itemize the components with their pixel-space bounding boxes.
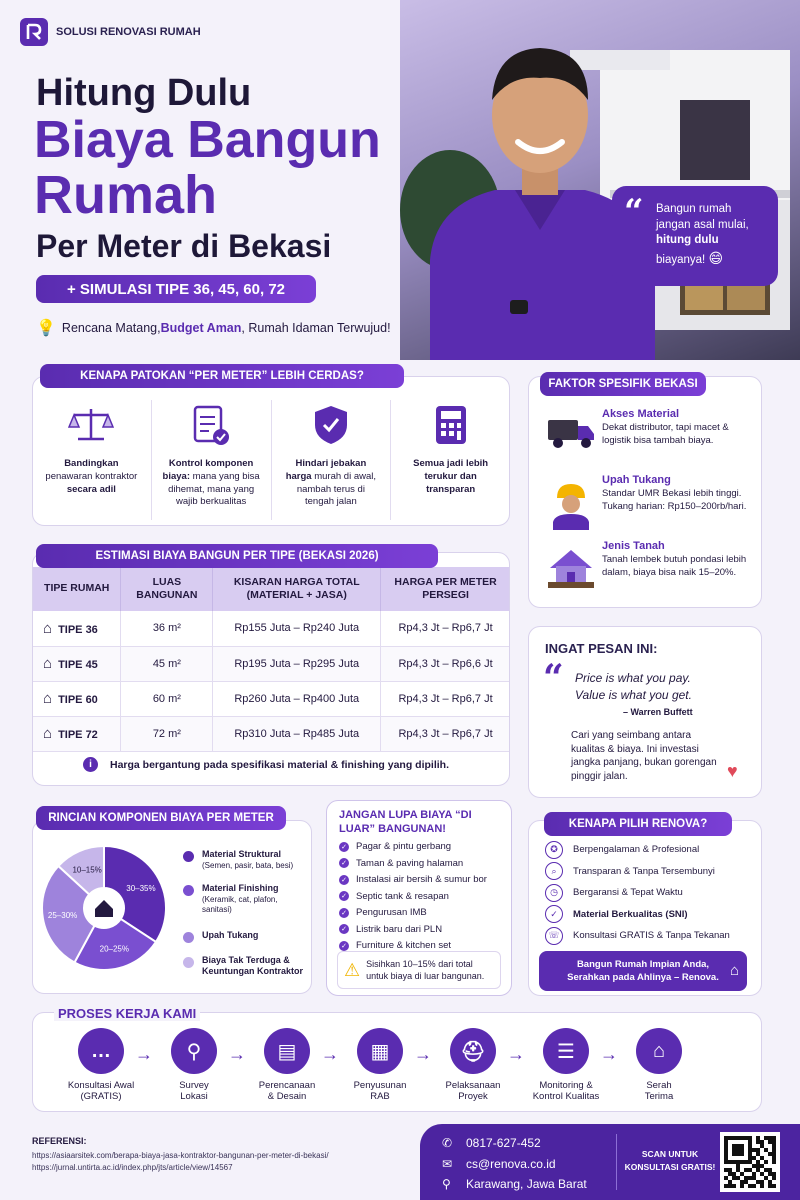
table-cell: Rp195 Juta – Rp295 Juta: [213, 646, 381, 681]
luar-item: ✓ Taman & paving halaman: [339, 858, 509, 869]
checklist-icon: [162, 402, 261, 448]
contact-panel: [420, 1124, 800, 1200]
why-item: Hindari jebakan harga murah di awal, nambah terus di tengah jalan: [272, 400, 392, 520]
faktor-item-desc: Dekat distributor, tapi macet & logistik bisa tambah biaya.: [602, 422, 729, 446]
table-cell: Rp4,3 Jt – Rp6,6 Jt: [381, 646, 510, 681]
truck-icon: [540, 408, 602, 474]
table-cell: Rp260 Juta – Rp400 Juta: [213, 681, 381, 716]
faktor-item: [540, 408, 755, 474]
pesan-title: INGAT PESAN INI:: [545, 641, 658, 656]
house-icon: ⌂: [43, 725, 53, 742]
referensi-links: [32, 1150, 329, 1175]
house-icon: ⌂: [43, 619, 53, 637]
faktor-item: [540, 540, 755, 606]
table-row: ⌂ TIPE 36 36 m² Rp155 Juta – Rp240 Juta Rp4,3 Jt – Rp6,7 Jt: [33, 611, 510, 646]
why-title: KENAPA PATOKAN “PER METER” LEBIH CERDAS?: [40, 364, 404, 388]
calculator-icon: [401, 402, 500, 448]
house-check-icon: ⌂: [636, 1028, 682, 1074]
check-icon: ✓: [339, 924, 349, 934]
table-row: ⌂ TIPE 60 60 m² Rp260 Juta – Rp400 Juta Rp4,3 Jt – Rp6,7 Jt: [33, 681, 510, 716]
medal-icon: ✪: [545, 841, 563, 859]
check-icon: ✓: [339, 875, 349, 885]
referensi-link[interactable]: https://jurnal.untirta.ac.id/index.php/jts/article/view/14567: [32, 1163, 233, 1173]
renova-item: ⌕ Transparan & Tanpa Tersembunyi: [545, 861, 755, 883]
blueprint-icon: ▤: [264, 1028, 310, 1074]
r-logo-icon: [20, 18, 48, 46]
arrow-right-icon: →: [507, 1044, 525, 1064]
rincian-title: RINCIAN KOMPONEN BIAYA PER METER: [36, 806, 286, 830]
proses-step: ▦ Penyusunan RAB: [335, 1028, 425, 1102]
hero-tagline: 💡 Rencana Matang, Budget Aman , Rumah Idaman Terwujud!: [36, 320, 391, 337]
referensi-link[interactable]: https://asiaarsitek.com/berapa-biaya-jasa-kontraktor-bangunan-per-meter-di-bekasi/: [32, 1151, 329, 1160]
faktor-item-title: Upah Tukang: [602, 474, 671, 486]
hero-line-2: Biaya Bangun: [34, 111, 381, 169]
quote-line-2: Value is what you get.: [575, 688, 692, 702]
lightbulb-icon: 💡: [36, 320, 56, 337]
pie-legend: [183, 849, 309, 990]
renova-item: ☏ Konsultasi GRATIS & Tanpa Tekanan: [545, 925, 755, 947]
divider: [616, 1134, 617, 1190]
chat-bubble-icon: …: [78, 1028, 124, 1074]
house-icon: ⌂: [729, 962, 739, 979]
table-header-row: [33, 567, 510, 611]
location-pin-icon: ⚲: [171, 1028, 217, 1074]
smile-emoji-icon: 😄: [708, 249, 724, 266]
address-row: ⚲ Karawang, Jawa Barat: [442, 1177, 587, 1191]
estimasi-note: i Harga bergantung pada spesifikasi material & finishing yang dipilih.: [83, 757, 449, 772]
table-cell: 60 m²: [121, 681, 213, 716]
renova-list: [545, 839, 755, 947]
legend-swatch: [183, 885, 194, 896]
quote-mark-icon: “: [543, 657, 564, 699]
estimasi-card: [32, 552, 510, 786]
rincian-pie-chart: [39, 843, 169, 973]
check-icon: ✓: [339, 858, 349, 868]
arrow-right-icon: →: [414, 1044, 432, 1064]
proses-step: ⚲ Survey Lokasi: [149, 1028, 239, 1102]
why-items: [32, 400, 510, 520]
warning-icon: ⚠: [344, 959, 361, 980]
check-circle-icon: ✓: [545, 905, 563, 923]
hero-line-1: Hitung Dulu: [36, 72, 252, 114]
faktor-item-desc: Standar UMR Bekasi lebih tinggi. Tukang harian: Rp150–200rb/hari.: [602, 488, 747, 512]
legend-swatch: [183, 957, 194, 968]
table-cell: 45 m²: [121, 646, 213, 681]
brand-name: SOLUSI RENOVASI RUMAH: [56, 26, 201, 38]
hero-line-3: Rumah: [34, 165, 218, 225]
renova-item: ◷ Bergaransi & Tepat Waktu: [545, 882, 755, 904]
proses-step: ▤ Perencanaan & Desain: [242, 1028, 332, 1102]
quote-line-1: Price is what you pay.: [575, 671, 691, 685]
clipboard-icon: ☰: [543, 1028, 589, 1074]
table-cell: Rp4,3 Jt – Rp6,7 Jt: [381, 611, 510, 646]
table-header-cell: TIPE RUMAH: [33, 567, 121, 611]
check-icon: ✓: [339, 842, 349, 852]
shield-icon: [282, 402, 381, 448]
phone-icon: ✆: [442, 1136, 453, 1150]
table-cell: Rp155 Juta – Rp240 Juta: [213, 611, 381, 646]
hero-line-4: Per Meter di Bekasi: [36, 228, 332, 264]
quote-mark-icon: “: [624, 192, 644, 232]
scale-icon: [42, 402, 141, 448]
info-icon: i: [83, 757, 98, 772]
table-body: [33, 611, 510, 751]
luar-card: [326, 800, 512, 996]
referensi-title: REFERENSI:: [32, 1136, 87, 1146]
luar-item: ✓ Furniture & kitchen set: [339, 940, 509, 951]
pie-slice-label: 30–35%: [126, 884, 156, 894]
table-row: ⌂ TIPE 72 72 m² Rp310 Juta – Rp485 Juta Rp4,3 Jt – Rp6,7 Jt: [33, 716, 510, 751]
rincian-card: [32, 820, 312, 994]
scan-label: SCAN UNTUK KONSULTASI GRATIS!: [624, 1149, 716, 1172]
check-icon: ✓: [339, 908, 349, 918]
luar-warning: ⚠ Sisihkan 10–15% dari total untuk biaya di luar bangunan.: [337, 951, 501, 989]
search-check-icon: ⌕: [545, 862, 563, 880]
table-cell: Rp4,3 Jt – Rp6,7 Jt: [381, 716, 510, 751]
table-cell: 72 m²: [121, 716, 213, 751]
luar-title: JANGAN LUPA BIAYA “DI LUAR” BANGUNAN!: [339, 809, 472, 835]
simulasi-badge: + SIMULASI TIPE 36, 45, 60, 72: [36, 275, 316, 303]
legend-item: Upah Tukang: [183, 930, 309, 943]
pesan-card: [528, 626, 762, 798]
proses-title: PROSES KERJA KAMI: [54, 1006, 200, 1021]
faktor-item-title: Akses Material: [602, 408, 680, 420]
heart-icon: ♥: [727, 761, 738, 781]
check-icon: ✓: [339, 941, 349, 951]
pie-slice-label: 10–15%: [72, 865, 102, 875]
land-house-icon: [540, 540, 602, 606]
renova-card: [528, 820, 762, 996]
table-header-cell: KISARAN HARGA TOTAL (MATERIAL + JASA): [213, 567, 381, 611]
legend-item: Material Struktural (Semen, pasir, bata, besi): [183, 849, 309, 871]
faktor-list: [540, 408, 755, 606]
proses-step: ⌂ Serah Terima: [614, 1028, 704, 1102]
qr-code[interactable]: [720, 1132, 780, 1192]
mail-icon: ✉: [442, 1157, 453, 1171]
pie-slice-label: 25–30%: [47, 910, 78, 920]
estimasi-title: ESTIMASI BIAYA BANGUN PER TIPE (BEKASI 2026): [36, 544, 438, 568]
luar-item: ✓ Pagar & pintu gerbang: [339, 841, 509, 852]
legend-item: Biaya Tak Terduga & Keuntungan Kontraktor: [183, 955, 309, 978]
faktor-title: FAKTOR SPESIFIK BEKASI: [540, 372, 706, 396]
arrow-right-icon: →: [600, 1044, 618, 1064]
faktor-item-desc: Tanah lembek butuh pondasi lebih dalam, biaya bisa naik 15–20%.: [602, 554, 747, 578]
arrow-right-icon: →: [228, 1044, 246, 1064]
proses-step: ☰ Monitoring & Kontrol Kualitas: [521, 1028, 611, 1102]
proses-step: ⛑ Pelaksanaan Proyek: [428, 1028, 518, 1102]
luar-item: ✓ Instalasi air bersih & sumur bor: [339, 874, 509, 885]
faktor-item-title: Jenis Tanah: [602, 540, 665, 552]
chat-icon: ☏: [545, 927, 563, 945]
arrow-right-icon: →: [135, 1044, 153, 1064]
table-row: ⌂ TIPE 45 45 m² Rp195 Juta – Rp295 Juta Rp4,3 Jt – Rp6,6 Jt: [33, 646, 510, 681]
pie-slice-label: 20–25%: [99, 944, 129, 954]
renova-item: ✪ Berpengalaman & Profesional: [545, 839, 755, 861]
legend-swatch: [183, 932, 194, 943]
calculator-icon: ▦: [357, 1028, 403, 1074]
renova-cta-button[interactable]: Bangun Rumah Impian Anda, Serahkan pada Ahlinya – Renova. ⌂: [539, 951, 747, 991]
location-pin-icon: ⚲: [442, 1177, 451, 1191]
arrow-right-icon: →: [321, 1044, 339, 1064]
table-cell: Rp4,3 Jt – Rp6,7 Jt: [381, 681, 510, 716]
table-cell: Rp310 Juta – Rp485 Juta: [213, 716, 381, 751]
luar-item: ✓ Septic tank & resapan: [339, 891, 509, 902]
pesan-body: Cari yang seimbang antara kualitas & biaya. Ini investasi jangka panjang, bukan gorengan pinggir jalan.: [571, 730, 717, 782]
why-item: Bandingkan penawaran kontraktor secara adil: [32, 400, 152, 520]
hero-photo-area: [400, 0, 800, 360]
table-header-cell: HARGA PER METER PERSEGI: [381, 567, 510, 611]
luar-list: [339, 841, 509, 957]
estimasi-table: [33, 567, 510, 752]
table-cell: 36 m²: [121, 611, 213, 646]
qr-code-pattern: [724, 1136, 776, 1188]
check-icon: ✓: [339, 891, 349, 901]
worker-icon: [540, 474, 602, 540]
house-icon: ⌂: [43, 655, 53, 672]
email-row[interactable]: ✉ cs@renova.co.id: [442, 1157, 556, 1171]
luar-item: ✓ Listrik baru dari PLN: [339, 924, 509, 935]
phone-row[interactable]: ✆ 0817-627-452: [442, 1136, 541, 1150]
house-icon: ⌂: [43, 690, 53, 707]
why-item: Kontrol komponen biaya: mana yang bisa dihemat, mana yang wajib berkualitas: [152, 400, 272, 520]
hero-quote-bubble: “ Bangun rumah jangan asal mulai, hitung dulu biayanya! 😄: [612, 186, 778, 286]
hardhat-icon: ⛑: [450, 1028, 496, 1074]
proses-step: … Konsultasi Awal (GRATIS): [56, 1028, 146, 1102]
luar-item: ✓ Pengurusan IMB: [339, 907, 509, 918]
quote-author: – Warren Buffett: [623, 707, 693, 717]
renova-title: KENAPA PILIH RENOVA?: [544, 812, 732, 836]
renova-item: ✓ Material Berkualitas (SNI): [545, 904, 755, 926]
clock-icon: ◷: [545, 884, 563, 902]
why-item: Semua jadi lebih terukur dan transparan: [391, 400, 510, 520]
legend-swatch: [183, 851, 194, 862]
faktor-item: [540, 474, 755, 540]
table-header-cell: LUAS BANGUNAN: [121, 567, 213, 611]
legend-item: Material Finishing (Keramik, cat, plafon, sanitasi): [183, 883, 309, 915]
